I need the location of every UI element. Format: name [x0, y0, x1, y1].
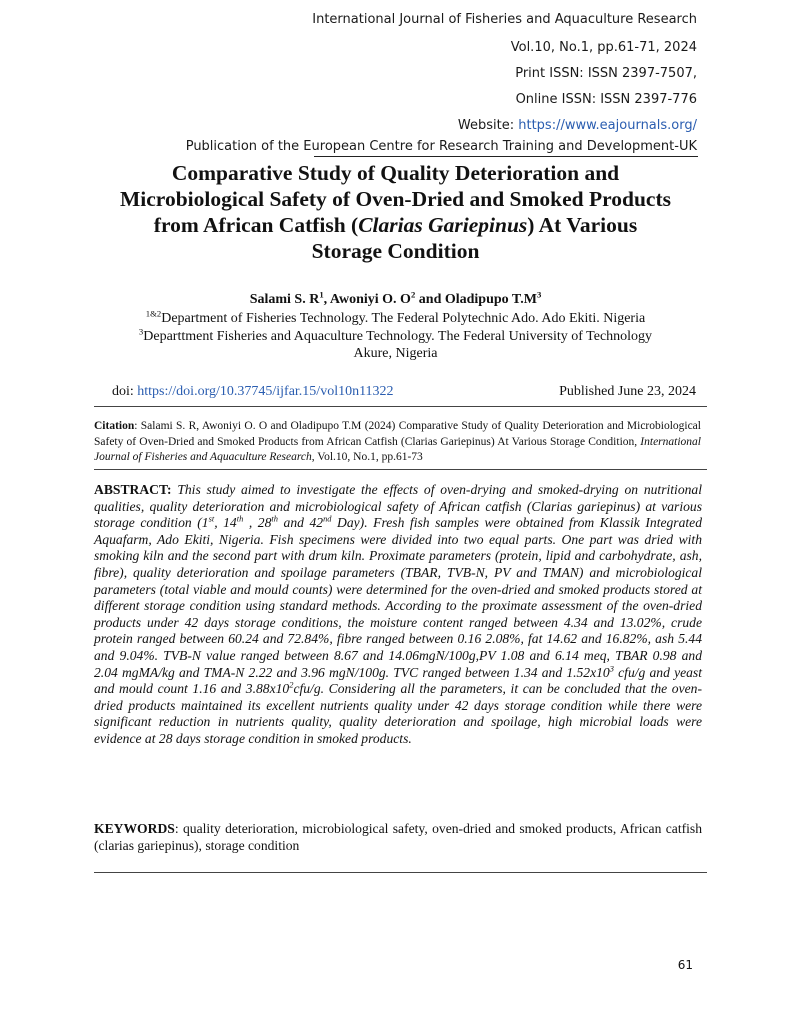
abstract-text: cfu/g and yeast and mould count 1.16 and 3.88x10 [94, 664, 702, 697]
paper-title [80, 160, 711, 264]
title-line: Comparative Study of Quality Deterioration and [171, 161, 620, 185]
citation-text: , Vol.10, No.1, pp.61-73 [311, 451, 423, 463]
keywords [94, 820, 702, 854]
divider [94, 872, 707, 873]
abstract-label: ABSTRACT: [94, 482, 172, 497]
header-rule [314, 156, 698, 157]
abstract-sup: nd [323, 513, 332, 524]
volume-info: Vol.10, No.1, pp.61-71, 2024 [510, 40, 697, 55]
citation-block [94, 419, 701, 466]
print-issn: Print ISSN: ISSN 2397-7507, [515, 66, 697, 81]
abstract-text: Day). Fresh fish samples were obtained from Klassik Integrated Aquafarm, Ado Ekiti, Nigeria. Fish specimens were divided into two equal parts. One part was dried with smoking kiln and the second part with drum kiln. Proximate parameters (protein, lipid and carbohydrate, ash, fibre), quality deterioration and spoilage parameters (TBAR, TVB-N, PV and TMAN) and microbiological parameters (total viable and mould counts) were determined for the oven-dried and smoked products stored at different storage condition using standard methods. According to the proximate assessment of the oven-dried products under 42 days storage conditions, the moisture content ranged between 4.34 and 13.02%, crude protein ranged between 60.24 and 72.84%, fibre ranged between 0.16 2.08%, fat 14.62 and 16.82%, ash 5.44 and 9.04%. TVB-N value ranged between 8.67 and 14.06mgN/100g,PV 1.08 and 6.14 meq, TBAR 0.98 and 2.04 mgMA/kg and TMA-N 2.22 and 3.96 mgN/100g. TVC ranged between 1.34 and 1.52x10 [94, 515, 702, 680]
author-mark: 2 [410, 289, 416, 300]
website-link[interactable]: https://www.eajournals.org/ [518, 118, 697, 133]
journal-name: International Journal of Fisheries and Aquaculture Research [312, 12, 697, 27]
online-issn: Online ISSN: ISSN 2397-776 [515, 92, 697, 107]
published-date: Published June 23, 2024 [559, 384, 696, 399]
title-text: ) At Various [527, 213, 638, 237]
affiliation-text: Departtment Fisheries and Aquaculture Technology. The Federal University of Technology [143, 328, 653, 344]
doi-line [112, 384, 696, 400]
author-mark: 3 [536, 289, 542, 300]
title-line: Storage Condition [311, 239, 480, 263]
affiliation-mark: 1&2 [145, 308, 162, 319]
website-line [458, 118, 697, 133]
citation-label: Citation [94, 420, 135, 432]
citation-text: : Salami S. R, Awoniyi O. O and Oladipupo T.M (2024) Comparative Study of Quality Deterioration and Microbiological Safety of Oven-Dried and Smoked Products from African Catfish (Clarias Gariepinus) At Various Storage Condition, [94, 420, 701, 448]
abstract-text: This study aimed to investigate the effects of oven-drying and smoked-drying on nutritional qualities, quality deterioration and microbiological safety of African catfish (Clarias gariepinus) at various storage condition (1 [94, 482, 702, 531]
abstract-sup: 3 [609, 663, 614, 673]
keywords-label: KEYWORDS [94, 821, 175, 836]
abstract-sup: th [271, 513, 278, 524]
title-line [80, 212, 711, 238]
author-name: Salami S. R [249, 292, 320, 307]
abstract-text: and 42 [277, 515, 324, 531]
page-number: 61 [677, 958, 693, 972]
species-name: Clarias Gariepinus [358, 213, 528, 237]
abstract [94, 482, 702, 748]
affiliation-line: Akure, Nigeria [353, 346, 438, 361]
divider [94, 469, 707, 470]
abstract-text: , 14 [214, 515, 237, 531]
abstract-sup: th [236, 513, 244, 524]
abstract-sup: 2 [289, 679, 294, 690]
doi-label: doi: [112, 384, 138, 399]
abstract-text: cfu/g. Considering all the parameters, it can be concluded that the oven-dried products maintained its excellent nutrients quality under 42 days storage condition while there were significant reduction in nutrients quality, quality deterioration and spoilage, high microbial loads were evidence at 28 days storage condition in smoked products. [94, 681, 702, 746]
affiliation-text: Department of Fisheries Technology. The Federal Polytechnic Ado. Ado Ekiti. Nigeria [161, 311, 646, 326]
abstract-text: , 28 [243, 515, 272, 531]
title-text: from African Catfish ( [153, 213, 359, 237]
keywords-text: : quality deterioration, microbiological safety, oven-dried and smoked products, African catfish (clarias gariepinus), storage condition [94, 821, 702, 853]
doi-link[interactable]: https://doi.org/10.37745/ijfar.15/vol10n11322 [137, 384, 394, 399]
affiliation-line [80, 325, 711, 346]
affiliation-line [80, 310, 711, 328]
affiliation-mark: 3 [138, 325, 144, 336]
author-mark: 1 [319, 289, 324, 300]
affiliations [80, 310, 711, 363]
citation-journal: International Journal of Fisheries and Aquaculture Research [94, 435, 701, 463]
title-line: Microbiological Safety of Oven-Dried and Smoked Products [119, 187, 672, 211]
website-label: Website: [457, 118, 515, 133]
abstract-sup: st [208, 513, 215, 524]
author-list [80, 289, 711, 308]
author-name: and Oladipupo T.M [415, 292, 537, 307]
author-name: , Awoniyi O. O [323, 292, 411, 307]
divider [94, 406, 707, 407]
publisher-line: Publication of the European Centre for Research Training and Development-UK [185, 139, 697, 154]
